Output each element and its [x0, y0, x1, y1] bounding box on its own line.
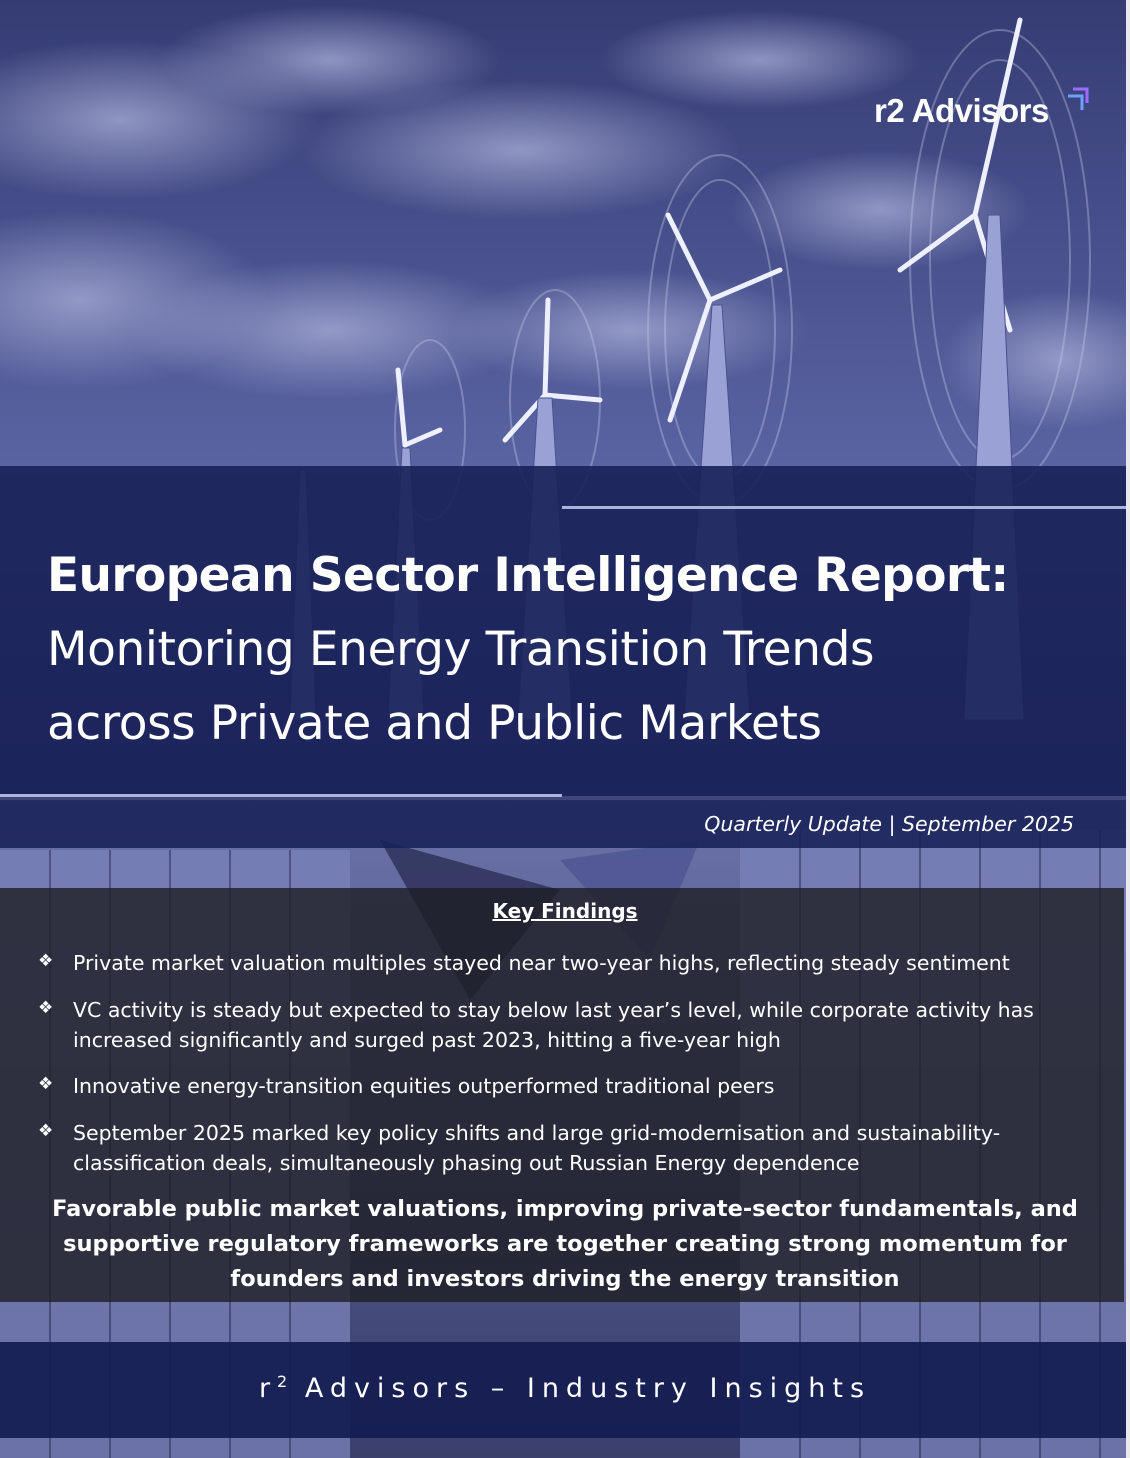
company-logo: r2 Advisors: [874, 92, 1049, 129]
diamond-bullet-icon: ❖: [38, 1121, 54, 1140]
finding-text: VC activity is steady but expected to stay below last year’s level, while corporate activity has increased significantly and surged past 2023, hitting a five-year high: [73, 998, 1034, 1052]
page-edge: [1126, 0, 1130, 1458]
footer-superscript: 2: [277, 1372, 290, 1391]
diamond-bullet-icon: ❖: [38, 1074, 54, 1093]
finding-text: Innovative energy-transition equities outperformed traditional peers: [73, 1074, 775, 1098]
arrow-corner-icon: [1062, 84, 1090, 114]
report-title-line-3: across Private and Public Markets: [47, 696, 822, 751]
report-subtitle: Quarterly Update | September 2025: [704, 812, 1074, 836]
divider-line-bottom: [0, 794, 562, 797]
key-findings-heading: Key Findings: [492, 899, 638, 923]
closing-statement: Favorable public market valuations, improving private-sector fundamentals, and supportive regulatory frameworks are together creating strong momentum for founders and investors driving the energy transition: [52, 1196, 1078, 1292]
finding-text: September 2025 marked key policy shifts and large grid-modernisation and sustainability-classification deals, simultaneously phasing out Russian Energy dependence: [73, 1121, 1001, 1175]
diamond-bullet-icon: ❖: [38, 998, 54, 1017]
finding-text: Private market valuation multiples stayed near two-year highs, reflecting steady sentiment: [73, 951, 1010, 975]
footer-rest: Advisors – Industry Insights: [289, 1373, 872, 1404]
divider-line-top: [562, 506, 1126, 509]
diamond-bullet-icon: ❖: [38, 951, 54, 970]
report-title-line-2: Monitoring Energy Transition Trends: [47, 622, 875, 677]
footer-prefix: r: [258, 1373, 278, 1404]
footer-tagline: [0, 1372, 1130, 1404]
report-title: European Sector Intelligence Report:: [47, 548, 1009, 603]
